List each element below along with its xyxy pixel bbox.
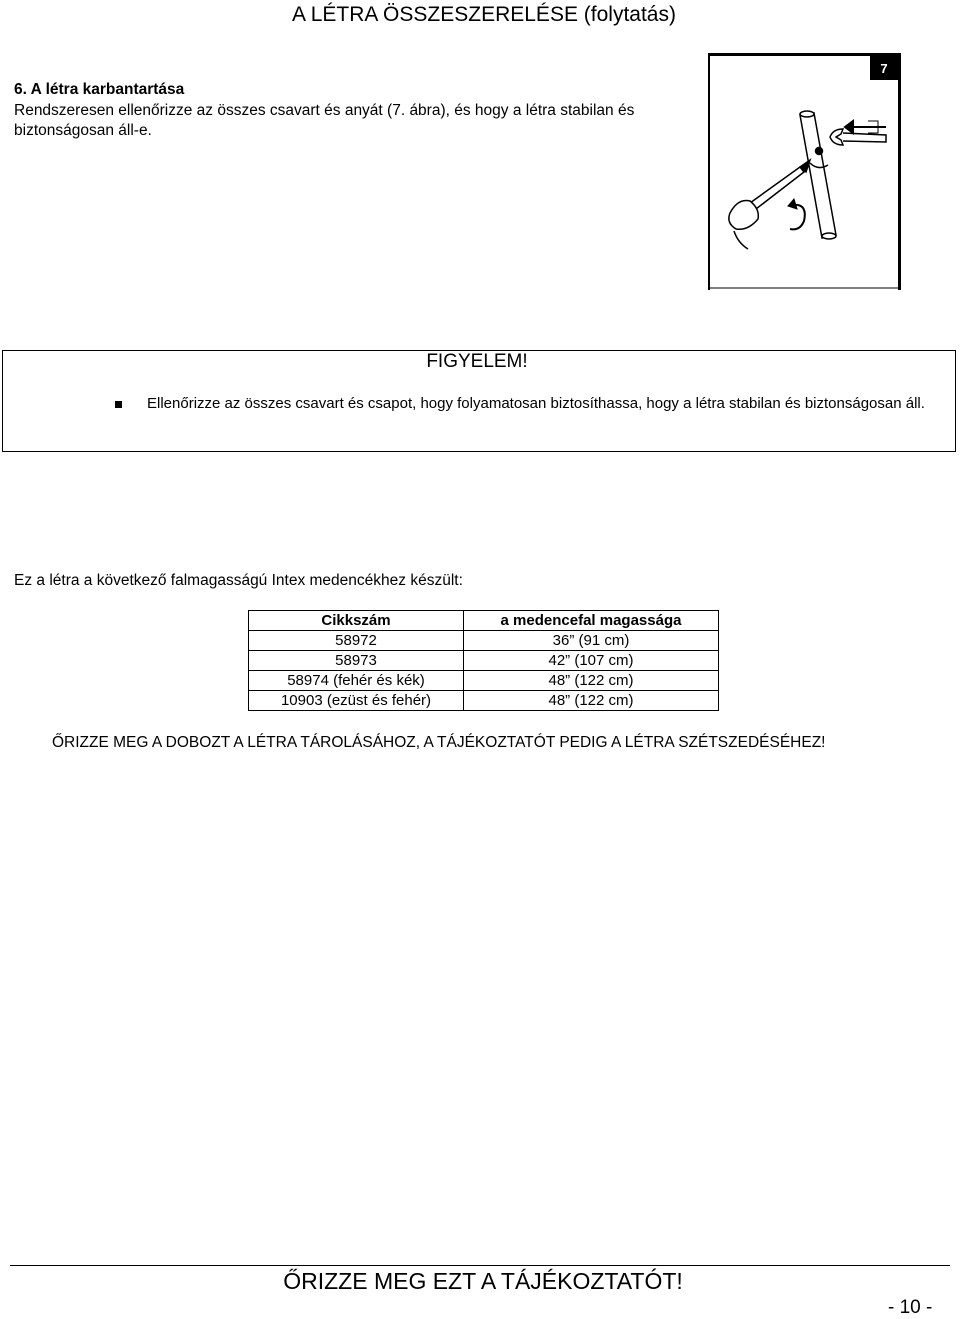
height-cell: 48” (122 cm) bbox=[464, 691, 719, 711]
footer-divider bbox=[10, 1265, 950, 1266]
warning-text: Ellenőrizze az összes csavart és csapot, hogy folyamatosan biztosíthassa, hogy a létra stabilan és biztonságosan áll. bbox=[147, 395, 925, 412]
table-row bbox=[249, 691, 719, 711]
figure-number: 7 bbox=[880, 61, 888, 76]
page-number: - 10 - bbox=[888, 1297, 933, 1318]
height-cell: 36” (91 cm) bbox=[464, 631, 719, 651]
model-cell: 58973 bbox=[249, 651, 464, 671]
column-header-wall-height: a medencefal magassága bbox=[464, 611, 719, 631]
column-header-model: Cikkszám bbox=[249, 611, 464, 631]
keep-box-notice: ŐRIZZE MEG A DOBOZT A LÉTRA TÁROLÁSÁHOZ, A TÁJÉKOZTATÓT PEDIG A LÉTRA SZÉTSZEDÉSÉHEZ! bbox=[52, 734, 826, 751]
model-cell: 58974 (fehér és kék) bbox=[249, 671, 464, 691]
page-title: A LÉTRA ÖSSZESZERELÉSE (folytatás) bbox=[292, 3, 676, 26]
compat-table bbox=[248, 610, 719, 711]
compat-intro: Ez a létra a következő falmagasságú Intex medencékhez készült: bbox=[14, 572, 463, 589]
table-row bbox=[249, 631, 719, 651]
height-cell: 48” (122 cm) bbox=[464, 671, 719, 691]
table-row bbox=[249, 671, 719, 691]
section-body: Rendszeresen ellenőrizze az összes csavart és anyát (7. ábra), és hogy a létra stabilan és biztonságosan áll-e. bbox=[14, 102, 635, 139]
figure-7 bbox=[708, 53, 901, 290]
bullet-icon bbox=[115, 401, 122, 408]
model-cell: 10903 (ezüst és fehér) bbox=[249, 691, 464, 711]
table-row bbox=[249, 651, 719, 671]
model-cell: 58972 bbox=[249, 631, 464, 651]
section-heading: 6. A létra karbantartása bbox=[14, 81, 185, 98]
warning-title: FIGYELEM! bbox=[426, 351, 528, 372]
footer-text: ŐRIZZE MEG EZT A TÁJÉKOZTATÓT! bbox=[283, 1268, 683, 1294]
table-header-row bbox=[249, 611, 719, 631]
height-cell: 42” (107 cm) bbox=[464, 651, 719, 671]
